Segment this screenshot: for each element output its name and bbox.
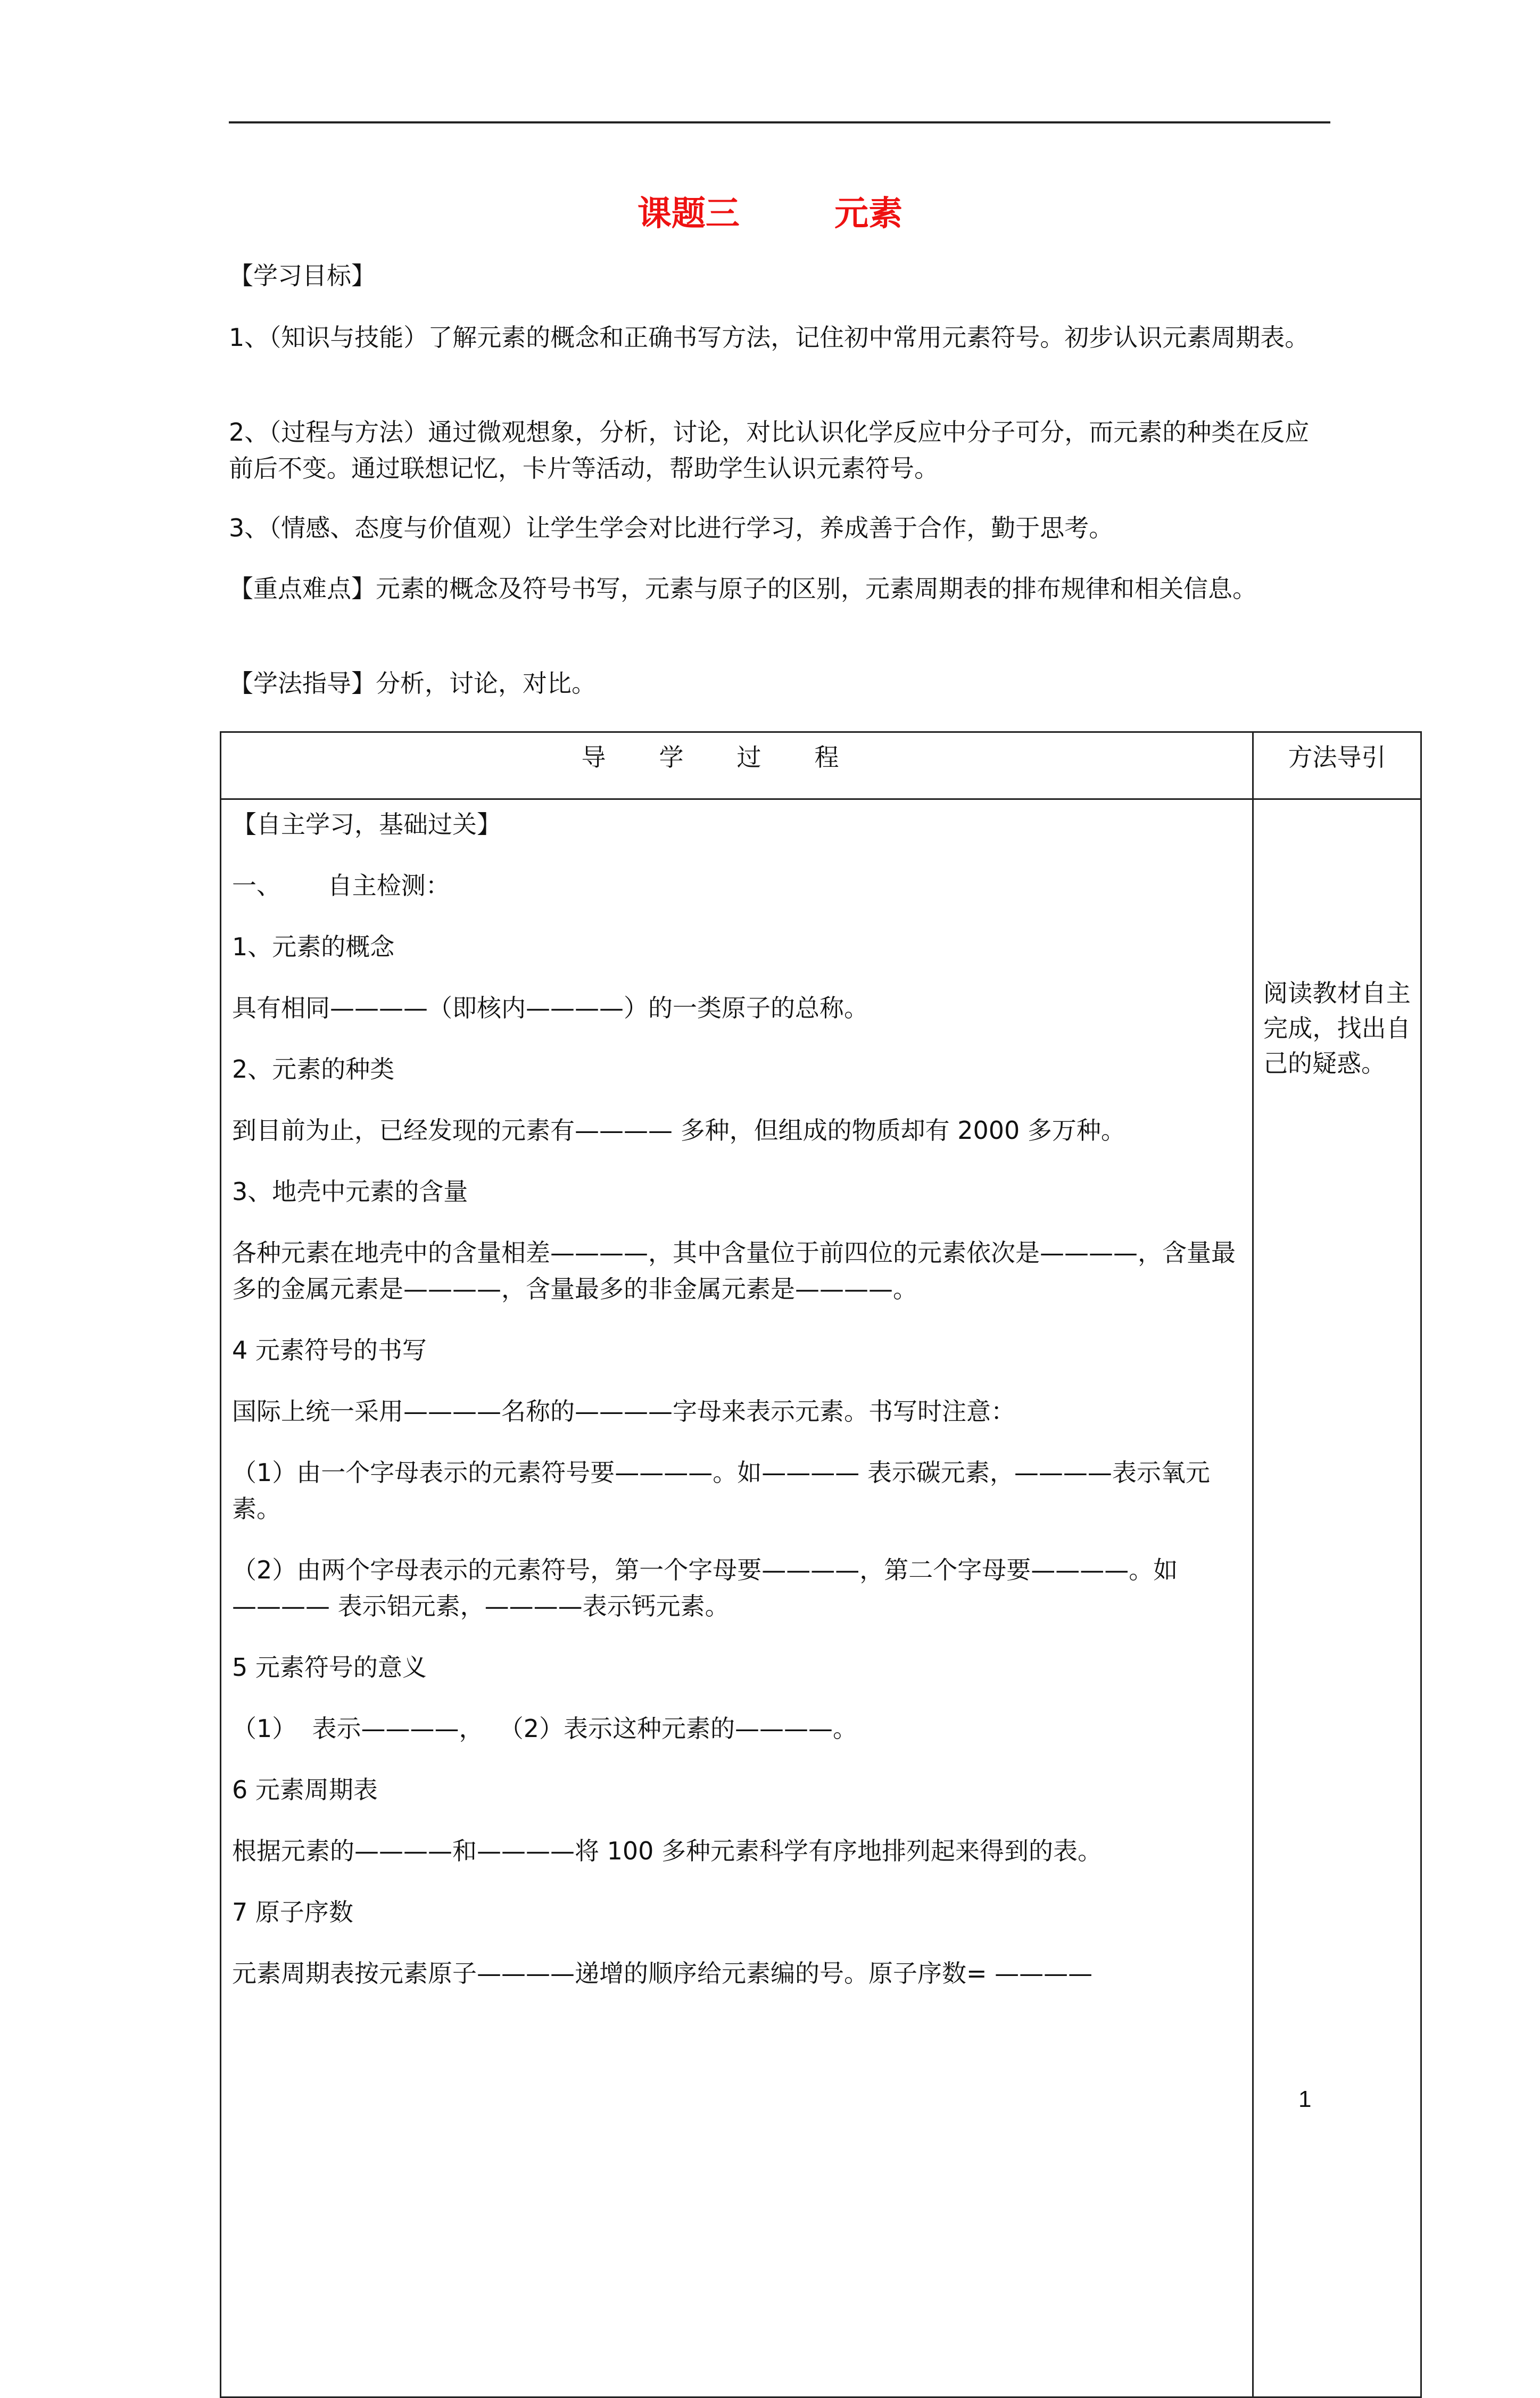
header-side: 方法导引 bbox=[1253, 732, 1421, 799]
list-item: 具有相同————（即核内————）的一类原子的总称。 bbox=[232, 994, 868, 1022]
list-item: （2）由两个字母表示的元素符号，第一个字母要————，第二个字母要————。如———— 表示铝元素，————表示钙元素。 bbox=[232, 1556, 1178, 1620]
list-item: 3、地壳中元素的含量 bbox=[232, 1177, 468, 1206]
list-item: （1）由一个字母表示的元素符号要————。如———— 表示碳元素，————表示氧元素。 bbox=[232, 1458, 1210, 1523]
list-item: 到目前为止，已经发现的元素有———— 多种，但组成的物质却有 2000 多万种。 bbox=[232, 1116, 1125, 1145]
objective-process: 2、（过程与方法）通过微观想象，分析，讨论，对比认识化学反应中分子可分，而元素的种类在反应前后不变。通过联想记忆，卡片等活动，帮助学生认识元素符号。 bbox=[229, 418, 1310, 483]
list-item: 7 原子序数 bbox=[232, 1898, 353, 1926]
list-item: 5 元素符号的意义 bbox=[232, 1653, 427, 1682]
page-number: 1 bbox=[1298, 2086, 1312, 2112]
list-item: 元素周期表按元素原子————递增的顺序给元素编的号。原子序数= ———— bbox=[232, 1959, 1093, 1988]
study-method: 【学法指导】分析，讨论，对比。 bbox=[229, 669, 596, 698]
list-item: （1） 表示————， （2）表示这种元素的————。 bbox=[232, 1714, 858, 1743]
objective-knowledge: 1、（知识与技能）了解元素的概念和正确书写方法，记住初中常用元素符号。初步认识元素周期表。 bbox=[229, 323, 1310, 352]
document-title: 课题三 元素 bbox=[637, 194, 903, 234]
list-item: 2、元素的种类 bbox=[232, 1055, 395, 1084]
list-item: 6 元素周期表 bbox=[232, 1775, 378, 1804]
section-heading: 【自主学习，基础过关】 bbox=[232, 810, 501, 839]
header-main: 导学过程 bbox=[221, 732, 1253, 799]
list-item: 国际上统一采用————名称的————字母来表示元素。书写时注意： bbox=[232, 1397, 1015, 1426]
objective-attitude: 3、（情感、态度与价值观）让学生学会对比进行学习，养成善于合作，勤于思考。 bbox=[229, 514, 1114, 542]
list-item: 1、元素的概念 bbox=[232, 932, 395, 961]
list-item: 根据元素的————和————将 100 多种元素科学有序地排列起来得到的表。 bbox=[232, 1837, 1103, 1865]
key-points: 【重点难点】元素的概念及符号书写，元素与原子的区别，元素周期表的排布规律和相关信息。 bbox=[229, 574, 1257, 603]
list-item: 各种元素在地壳中的含量相差————，其中含量位于前四位的元素依次是————，含量最多的金属元素是————，含量最多的非金属元素是————。 bbox=[232, 1238, 1236, 1303]
list-item: 4 元素符号的书写 bbox=[232, 1336, 427, 1365]
list-item: 一、 自主检测： bbox=[232, 871, 450, 900]
objectives-heading: 【学习目标】 bbox=[229, 261, 376, 290]
method-guide-note: 阅读教材自主完成，找出自己的疑惑。 bbox=[1263, 979, 1411, 1078]
guide-content bbox=[221, 799, 1253, 2397]
header-rule bbox=[229, 121, 1330, 123]
method-guide-cell bbox=[1253, 799, 1421, 2397]
guide-table bbox=[220, 731, 1422, 2398]
